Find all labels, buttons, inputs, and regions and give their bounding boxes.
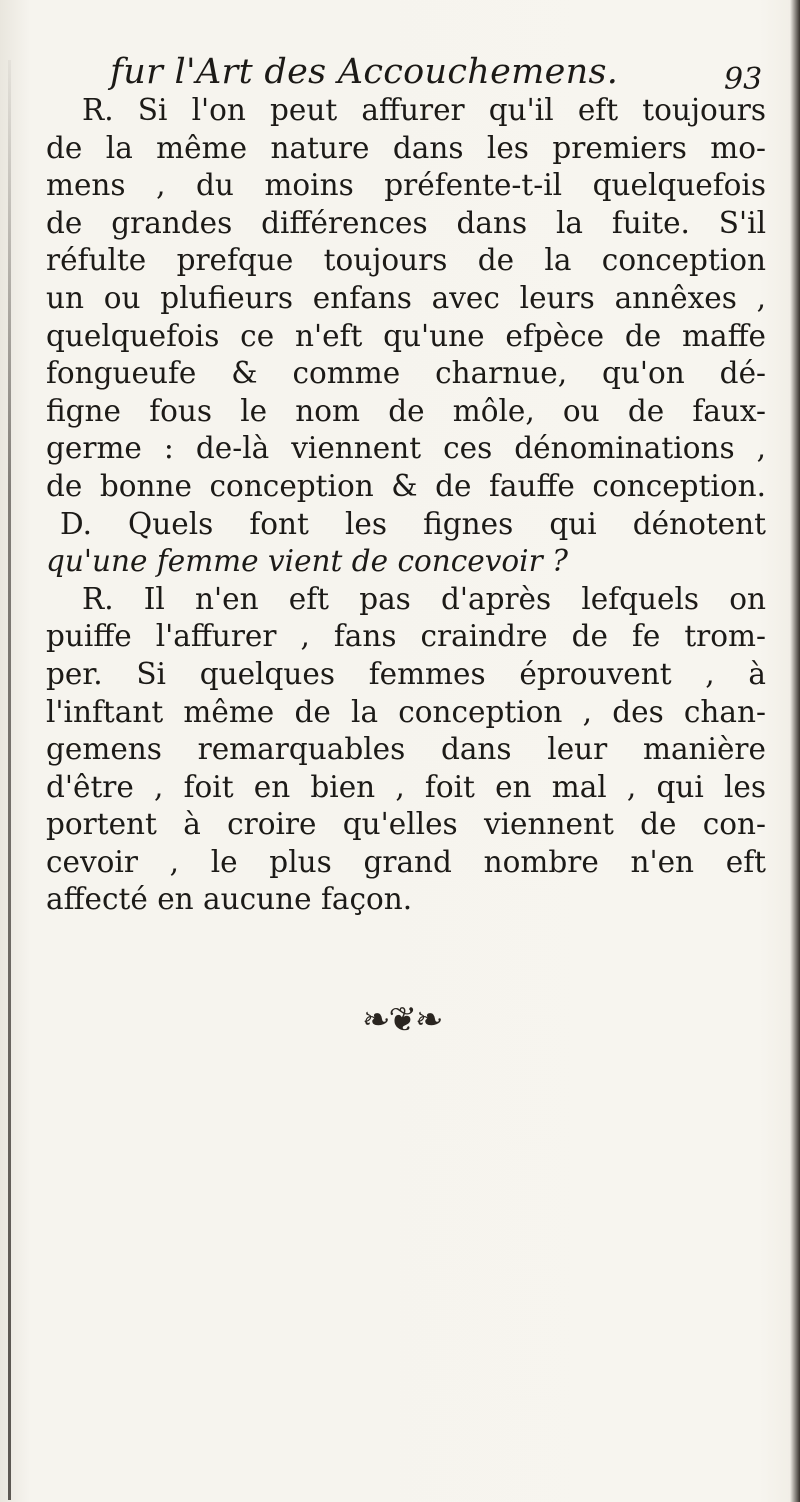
text-line: fongueufe & comme charnue, qu'on dé- xyxy=(46,356,766,391)
binding-gutter xyxy=(8,60,11,1500)
text-line: figne fous le nom de môle, ou de faux- xyxy=(46,393,766,428)
text-line: d'être , foit en bien , foit en mal , qui les xyxy=(46,769,766,804)
text-line: puiffe l'affurer , fans craindre de fe trom- xyxy=(46,619,766,654)
text-line: un ou plufieurs enfans avec leurs annêxes , xyxy=(46,280,766,315)
page-number: 93 xyxy=(724,62,763,97)
text-line: gemens remarquables dans leur manière xyxy=(46,732,766,767)
body-text xyxy=(46,92,766,919)
text-line: de la même nature dans les premiers mo- xyxy=(46,130,766,165)
text-line: réfulte prefque toujours de la conception xyxy=(46,243,766,278)
text-line: germe : de-là viennent ces dénominations , xyxy=(46,431,766,466)
text-line: quelquefois ce n'eft qu'une efpèce de maffe xyxy=(46,318,766,353)
text-line-question: D. Quels font les fignes qui dénotent xyxy=(60,506,766,541)
text-line: de grandes différences dans la fuite. S'il xyxy=(46,205,766,240)
text-line: de bonne conception & de fauffe conception. xyxy=(46,468,766,503)
text-line: portent à croire qu'elles viennent de con- xyxy=(46,807,766,842)
text-line-question: qu'une femme vient de concevoir ? xyxy=(46,544,568,579)
page-edge-shadow xyxy=(790,0,800,1502)
text-line: mens , du moins préfente-t-il quelquefois xyxy=(46,168,766,203)
text-line: per. Si quelques femmes éprouvent , à xyxy=(46,656,766,691)
text-line: R. Si l'on peut affurer qu'il eft toujours xyxy=(82,93,766,127)
text-line: l'inftant même de la conception , des chan- xyxy=(46,694,766,729)
running-title: fur l'Art des Accouchemens. xyxy=(110,52,619,92)
fleuron-ornament-icon: ❧❦❧ xyxy=(362,1000,442,1040)
text-line: R. Il n'en eft pas d'après lefquels on xyxy=(82,581,766,616)
text-line: affecté en aucune façon. xyxy=(46,882,413,917)
text-line: cevoir , le plus grand nombre n'en eft xyxy=(46,844,766,879)
